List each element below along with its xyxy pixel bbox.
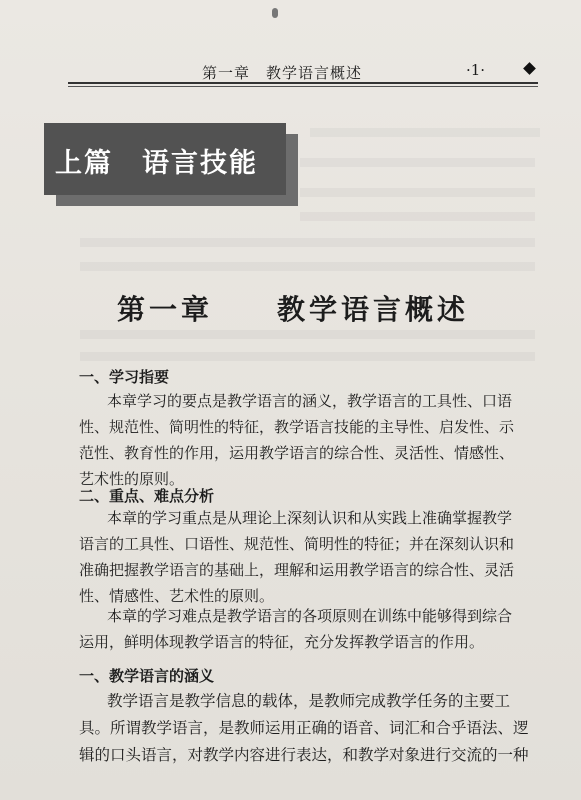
text-line: 本章的学习难点是教学语言的各项原则在训练中能够得到综合 [107, 607, 513, 625]
paragraph-difficulties [79, 603, 535, 655]
bleed-through [80, 330, 535, 339]
section-heading-key-points: 二、重点、难点分析 [79, 487, 215, 505]
section-heading-definition: 一、教学语言的涵义 [79, 667, 215, 685]
print-speck [272, 8, 278, 18]
paragraph-key-points [79, 505, 535, 609]
text-line: 运用，鲜明体现教学语言的特征，充分发挥教学语言的作用。 [79, 633, 485, 651]
text-line: 辑的口头语言，对教学内容进行表达，和教学对象进行交流的一种 [79, 746, 529, 764]
bleed-through [300, 158, 535, 167]
text-line: 艺术性的原则。 [79, 470, 185, 488]
header-rule [68, 86, 538, 87]
text-line: 具。所谓教学语言，是教师运用正确的语音、词汇和合乎语法、逻 [79, 719, 529, 737]
text-line: 准确把握教学语言的基础上，理解和运用教学语言的综合性、灵活 [79, 561, 515, 579]
text-line: 语言的工具性、口语性、规范性、简明性的特征；并在深刻认识和 [79, 535, 515, 553]
bleed-through [300, 212, 535, 221]
bleed-through [300, 188, 535, 197]
bleed-through [80, 352, 535, 361]
bleed-through [80, 238, 535, 247]
text-line: 范性、教育性的作用，运用教学语言的综合性、灵活性、情感性、 [79, 444, 515, 462]
paragraph-definition [79, 688, 535, 769]
text-line: 教学语言是教学信息的载体，是教师完成教学任务的主要工 [107, 692, 511, 710]
text-line: 本章的学习重点是从理论上深刻认识和从实践上准确掌握教学 [107, 509, 513, 527]
paragraph-study-guide [79, 388, 535, 492]
section-heading-study-guide: 一、学习指要 [79, 368, 170, 386]
chapter-title: 第一章 教学语言概述 [117, 293, 470, 326]
page-number: ·1· [466, 61, 486, 79]
text-line: 性、规范性、简明性的特征，教学语言技能的主导性、启发性、示 [79, 418, 515, 436]
bleed-through [310, 128, 540, 137]
header-rule [68, 82, 538, 84]
text-line: 性、情感性、艺术性的原则。 [79, 587, 275, 605]
text-line: 本章学习的要点是教学语言的涵义，教学语言的工具性、口语 [107, 392, 513, 410]
bleed-through [80, 262, 535, 271]
part-title: 上篇 语言技能 [55, 148, 258, 179]
running-header-chapter: 第一章 教学语言概述 [202, 64, 363, 82]
